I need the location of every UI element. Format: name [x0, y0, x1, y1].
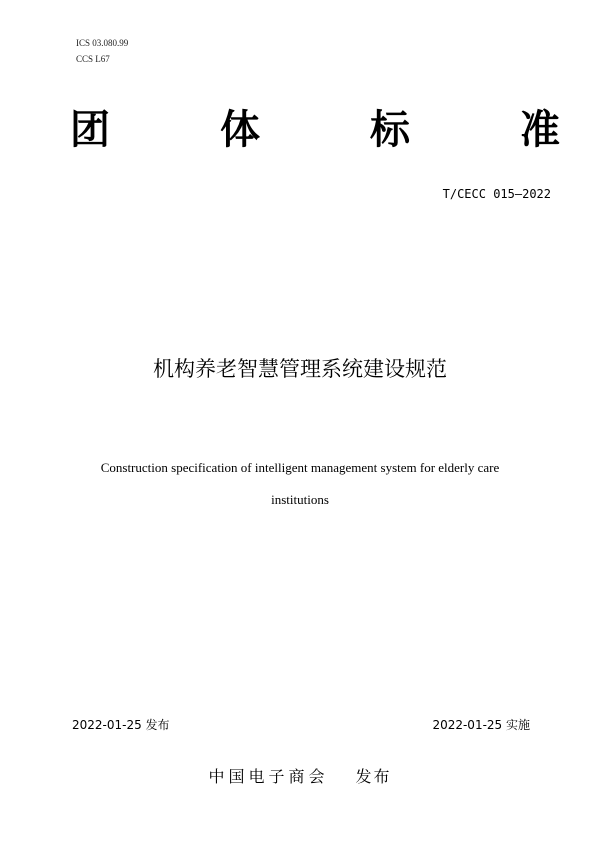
document-title-chinese: 机构养老智慧管理系统建设规范: [153, 357, 447, 381]
heading-char-2: 体: [220, 106, 260, 153]
standard-number: T/CECC 015—2022: [442, 187, 551, 201]
issue-date: 2022-01-25 发布: [72, 718, 170, 732]
heading-char-4: 准: [520, 106, 560, 153]
document-title-english-line-2: institutions: [271, 492, 329, 507]
standard-type-heading: [70, 96, 560, 156]
publisher-line: [0, 766, 600, 788]
implementation-date: 2022-01-25 实施: [432, 718, 530, 732]
ics-code: ICS 03.080.99: [76, 38, 129, 48]
document-title-english: [60, 452, 540, 516]
publisher-name: 中国电子商会: [208, 767, 329, 786]
document-title-english-line-1: Construction specification of intelligent management system for elderly care: [100, 460, 500, 475]
heading-char-1: 团: [70, 106, 110, 153]
heading-char-3: 标: [370, 106, 410, 153]
ccs-code: CCS L67: [76, 54, 110, 64]
publisher-action: 发布: [355, 767, 392, 786]
